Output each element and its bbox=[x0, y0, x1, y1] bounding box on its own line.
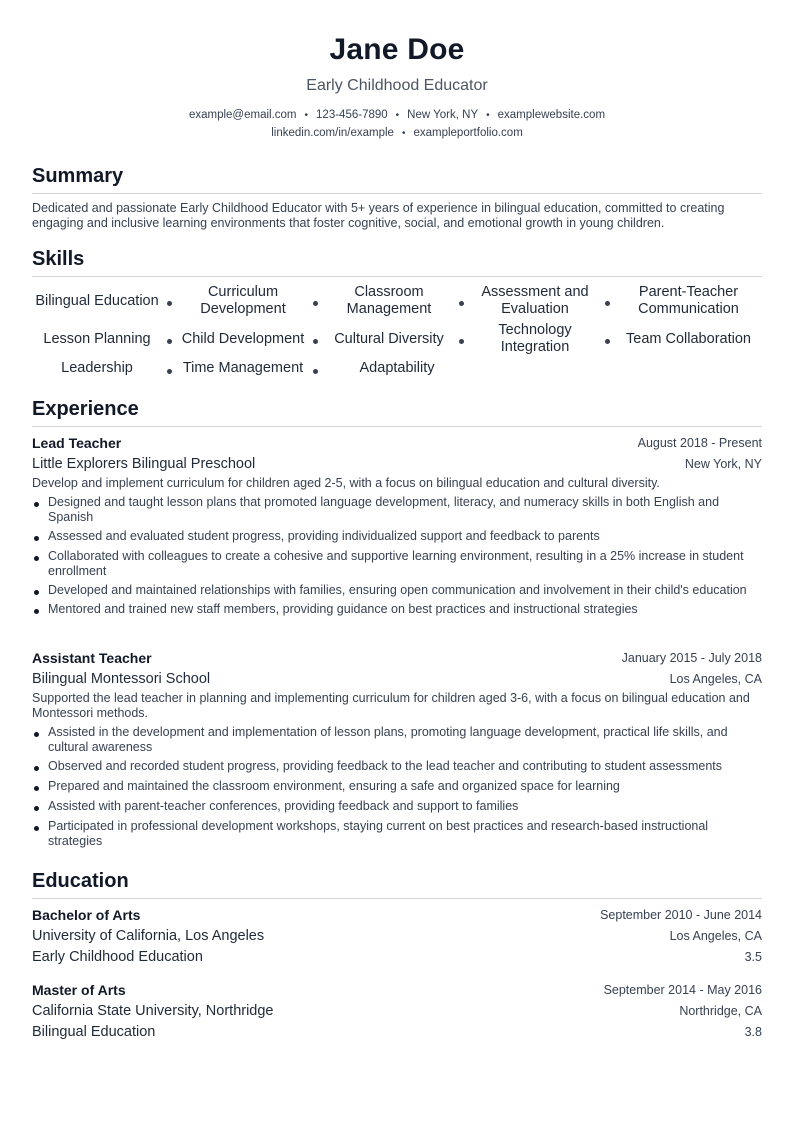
list-item: Designed and taught lesson plans that promoted language development, literacy, and numeracy skills in both English and Spanish bbox=[32, 495, 762, 525]
skill-separator-dot bbox=[167, 369, 172, 374]
gpa: 3.8 bbox=[744, 1025, 762, 1039]
list-item: Collaborated with colleagues to create a cohesive and supportive learning environment, resulting in a 25% increase in student enrollment bbox=[32, 549, 762, 579]
list-item: Mentored and trained new staff members, providing guidance on best practices and instructional strategies bbox=[32, 602, 762, 617]
gpa: 3.5 bbox=[744, 950, 762, 964]
separator: • bbox=[304, 110, 309, 121]
education-dates: September 2010 - June 2014 bbox=[600, 908, 762, 922]
job-description: Supported the lead teacher in planning and implementing curriculum for children aged 3-6, with a focus on bilingual education and Montessori methods. bbox=[32, 691, 750, 720]
skill-separator-dot bbox=[459, 339, 464, 344]
skill-separator-dot bbox=[167, 301, 172, 306]
school-location: Northridge, CA bbox=[679, 1004, 762, 1018]
candidate-name: Jane Doe bbox=[329, 33, 465, 66]
skill-item: Adaptability bbox=[359, 360, 435, 376]
contact-line-2 bbox=[32, 125, 762, 142]
education-school-row bbox=[32, 1002, 762, 1020]
linkedin-link[interactable]: linkedin.com/in/example bbox=[271, 127, 394, 139]
school-location: Los Angeles, CA bbox=[669, 929, 762, 943]
skill-item: Team Collaboration bbox=[626, 331, 751, 347]
skill-item: Time Management bbox=[182, 360, 304, 376]
separator: • bbox=[486, 110, 490, 121]
school-name: California State University, Northridge bbox=[32, 1003, 274, 1019]
skill-separator-dot bbox=[167, 339, 172, 344]
experience-heading: Experience bbox=[32, 397, 762, 427]
job-location: New York, NY bbox=[684, 457, 762, 471]
job-organization: Bilingual Montessori School bbox=[32, 671, 211, 687]
skill-separator-dot bbox=[313, 339, 318, 344]
skills-heading: Skills bbox=[32, 247, 762, 277]
job-organization: Little Explorers Bilingual Preschool bbox=[32, 456, 256, 472]
email-link[interactable]: example@email.com bbox=[188, 109, 297, 121]
job-bullets bbox=[32, 725, 762, 849]
phone-number: 123-456-7890 bbox=[316, 109, 388, 121]
job-dates: August 2018 - Present bbox=[637, 436, 762, 450]
degree: Master of Arts bbox=[32, 982, 126, 998]
job-role: Lead Teacher bbox=[32, 435, 122, 451]
portfolio-link[interactable]: exampleportfolio.com bbox=[413, 127, 523, 139]
job-bullets bbox=[32, 495, 762, 617]
skill-separator-dot bbox=[313, 301, 318, 306]
summary-heading: Summary bbox=[32, 164, 762, 194]
skill-item: Parent-Teacher Communication bbox=[638, 284, 739, 317]
list-item: Assessed and evaluated student progress, providing individualized support and feedback to parents bbox=[32, 529, 762, 544]
separator: • bbox=[401, 128, 406, 139]
job-header bbox=[32, 434, 762, 452]
skill-separator-dot bbox=[459, 301, 464, 306]
degree: Bachelor of Arts bbox=[32, 907, 141, 923]
list-item: Participated in professional development workshops, staying current on best practices and research-based instructional strategies bbox=[32, 819, 762, 849]
skill-item: Lesson Planning bbox=[43, 331, 151, 347]
job-description: Develop and implement curriculum for children aged 2-5, with a focus on bilingual education and cultural diversity. bbox=[32, 476, 660, 490]
list-item: Developed and maintained relationships with families, ensuring open communication and involvement in their child's education bbox=[32, 583, 762, 598]
job-location: Los Angeles, CA bbox=[669, 672, 762, 686]
skill-item: Child Development bbox=[181, 331, 305, 347]
job-role: Assistant Teacher bbox=[32, 650, 152, 666]
candidate-title: Early Childhood Educator bbox=[306, 77, 488, 94]
separator: • bbox=[395, 110, 400, 121]
list-item: Assisted with parent-teacher conferences, providing feedback and support to families bbox=[32, 799, 762, 814]
field-of-study: Bilingual Education bbox=[32, 1024, 156, 1040]
skill-item: Classroom Management bbox=[346, 284, 432, 317]
list-item: Observed and recorded student progress, providing feedback to the lead teacher and contributing to student assessments bbox=[32, 759, 762, 774]
skill-item: Bilingual Education bbox=[35, 293, 159, 309]
skill-item: Curriculum Development bbox=[200, 284, 286, 317]
skill-separator-dot bbox=[605, 301, 610, 306]
education-dates: September 2014 - May 2016 bbox=[603, 983, 762, 997]
education-header bbox=[32, 906, 762, 924]
skill-item: Leadership bbox=[61, 360, 133, 376]
skill-item: Cultural Diversity bbox=[334, 331, 444, 347]
education-field-row bbox=[32, 1023, 762, 1041]
education-field-row bbox=[32, 948, 762, 966]
job-org-row bbox=[32, 670, 762, 688]
list-item: Assisted in the development and implementation of lesson plans, promoting language development, practical life skills, and cultural awareness bbox=[32, 725, 762, 755]
location: New York, NY bbox=[407, 109, 479, 121]
skill-separator-dot bbox=[605, 339, 610, 344]
school-name: University of California, Los Angeles bbox=[32, 928, 265, 944]
list-item: Prepared and maintained the classroom environment, ensuring a safe and organized space for learning bbox=[32, 779, 762, 794]
skill-item: Technology Integration bbox=[498, 322, 572, 355]
education-school-row bbox=[32, 927, 762, 945]
job-header bbox=[32, 649, 762, 667]
website-link[interactable]: examplewebsite.com bbox=[497, 109, 606, 121]
job-org-row bbox=[32, 455, 762, 473]
contact-line-1 bbox=[32, 107, 762, 124]
education-header bbox=[32, 981, 762, 999]
skill-item: Assessment and Evaluation bbox=[481, 284, 589, 317]
job-dates: January 2015 - July 2018 bbox=[621, 651, 762, 665]
summary-text: Dedicated and passionate Early Childhood Educator with 5+ years of experience in bilingual education, committed to creating engaging and inclusive learning environments that foster cognitive, social, and emotional growth in young children. bbox=[32, 201, 725, 230]
skill-separator-dot bbox=[313, 369, 318, 374]
education-heading: Education bbox=[32, 869, 762, 899]
field-of-study: Early Childhood Education bbox=[32, 949, 203, 965]
